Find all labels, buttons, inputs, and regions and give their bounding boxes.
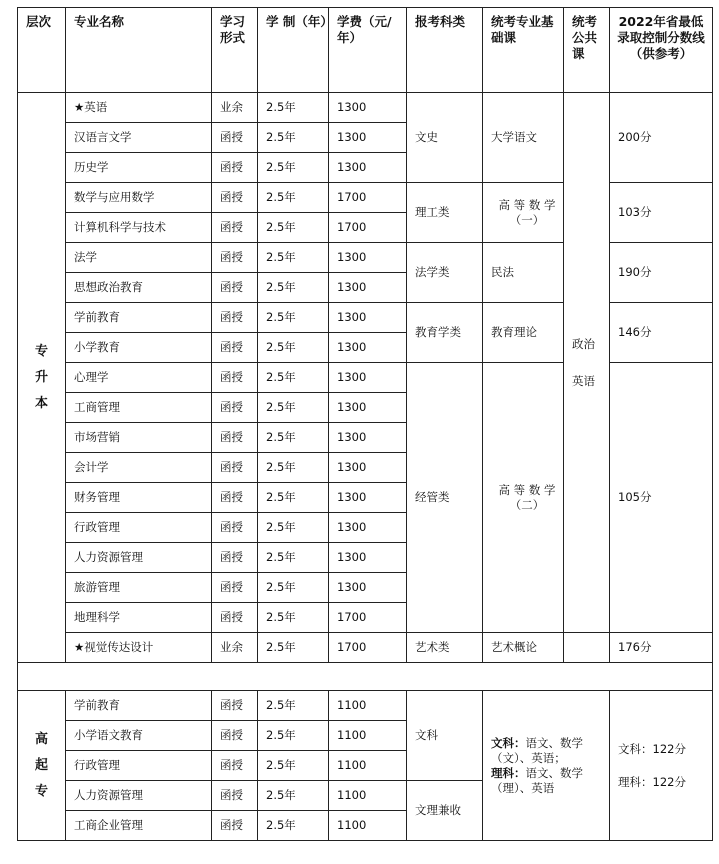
major-cell: ★视觉传达设计: [66, 633, 212, 663]
public-course-a: 政治: [572, 336, 595, 351]
header-major: 专业名称: [66, 8, 212, 93]
major-cell: 历史学: [66, 153, 212, 183]
fee-cell: 1300: [329, 423, 407, 453]
form-cell: 函授: [212, 603, 258, 633]
form-cell: 函授: [212, 423, 258, 453]
header-basic-course: 统考专业基础课: [483, 8, 564, 93]
category-cell: 文理兼收: [407, 781, 483, 841]
score-li: 理科：122分: [618, 774, 686, 789]
category-cell: 文史: [407, 93, 483, 183]
form-cell: 函授: [212, 483, 258, 513]
duration-cell: 2.5年: [258, 781, 329, 811]
header-tuition: 学费（元/年）: [329, 8, 407, 93]
duration-cell: 2.5年: [258, 243, 329, 273]
header-control-line: 2022年省最低录取控制分数线（供参考）: [610, 8, 713, 93]
header-study-form: 学习形式: [212, 8, 258, 93]
spacer-cell: [18, 663, 713, 691]
form-cell: 函授: [212, 393, 258, 423]
basic-wen-label: 文科：: [491, 735, 526, 750]
duration-cell: 2.5年: [258, 393, 329, 423]
major-cell: ★英语: [66, 93, 212, 123]
duration-cell: 2.5年: [258, 811, 329, 841]
duration-cell: 2.5年: [258, 363, 329, 393]
form-cell: 函授: [212, 333, 258, 363]
form-cell: 函授: [212, 363, 258, 393]
fee-cell: 1700: [329, 183, 407, 213]
major-cell: 小学教育: [66, 333, 212, 363]
form-cell: 函授: [212, 691, 258, 721]
fee-cell: 1300: [329, 543, 407, 573]
basic-course-cell: 教育理论: [483, 303, 564, 363]
major-cell: 地理科学: [66, 603, 212, 633]
major-cell: 心理学: [66, 363, 212, 393]
major-cell: 旅游管理: [66, 573, 212, 603]
duration-cell: 2.5年: [258, 633, 329, 663]
fee-cell: 1700: [329, 213, 407, 243]
table-row: [18, 93, 713, 123]
fee-cell: 1300: [329, 513, 407, 543]
fee-cell: 1300: [329, 93, 407, 123]
header-row: [18, 8, 713, 93]
form-cell: 函授: [212, 243, 258, 273]
basic-course-cell: 高 等 数 学（二）: [483, 363, 564, 633]
score-cell: 176分: [610, 633, 713, 663]
category-cell: 文科: [407, 691, 483, 781]
level-label: 专升本: [34, 343, 48, 411]
duration-cell: 2.5年: [258, 153, 329, 183]
major-cell: 计算机科学与技术: [66, 213, 212, 243]
score-cell: 146分: [610, 303, 713, 363]
fee-cell: 1300: [329, 453, 407, 483]
public-course-cell: [564, 93, 610, 633]
duration-cell: 2.5年: [258, 543, 329, 573]
score-cell: 105分: [610, 363, 713, 633]
fee-cell: 1700: [329, 603, 407, 633]
fee-cell: 1100: [329, 691, 407, 721]
major-cell: 人力资源管理: [66, 543, 212, 573]
level-cell: [18, 93, 66, 663]
major-cell: 行政管理: [66, 513, 212, 543]
major-cell: 小学语文教育: [66, 721, 212, 751]
header-duration: 学 制（年）: [258, 8, 329, 93]
admissions-table: [17, 7, 713, 841]
form-cell: 函授: [212, 183, 258, 213]
form-cell: 函授: [212, 453, 258, 483]
header-exam-category: 报考科类: [407, 8, 483, 93]
form-cell: 函授: [212, 781, 258, 811]
major-cell: 学前教育: [66, 691, 212, 721]
fee-cell: 1100: [329, 751, 407, 781]
form-cell: 函授: [212, 573, 258, 603]
category-cell: 艺术类: [407, 633, 483, 663]
score-cell: 200分: [610, 93, 713, 183]
form-cell: 函授: [212, 153, 258, 183]
header-level: 层次: [18, 8, 66, 93]
level-label: 高起专: [34, 731, 48, 799]
duration-cell: 2.5年: [258, 123, 329, 153]
duration-cell: 2.5年: [258, 513, 329, 543]
major-cell: 数学与应用数学: [66, 183, 212, 213]
major-cell: 法学: [66, 243, 212, 273]
fee-cell: 1300: [329, 243, 407, 273]
fee-cell: 1300: [329, 303, 407, 333]
category-cell: 教育学类: [407, 303, 483, 363]
major-cell: 行政管理: [66, 751, 212, 781]
basic-li-label: 理科：: [491, 765, 526, 780]
fee-cell: 1100: [329, 721, 407, 751]
form-cell: 业余: [212, 633, 258, 663]
table-row: [18, 633, 713, 663]
fee-cell: 1100: [329, 781, 407, 811]
duration-cell: 2.5年: [258, 453, 329, 483]
duration-cell: 2.5年: [258, 333, 329, 363]
major-cell: 会计学: [66, 453, 212, 483]
form-cell: 函授: [212, 273, 258, 303]
category-cell: 法学类: [407, 243, 483, 303]
duration-cell: 2.5年: [258, 721, 329, 751]
table-row: [18, 691, 713, 721]
duration-cell: 2.5年: [258, 573, 329, 603]
major-cell: 学前教育: [66, 303, 212, 333]
major-cell: 财务管理: [66, 483, 212, 513]
category-cell: 经管类: [407, 363, 483, 633]
form-cell: 函授: [212, 543, 258, 573]
category-cell: 理工类: [407, 183, 483, 243]
public-course-empty-cell: [564, 633, 610, 663]
public-course-b: 英语: [572, 373, 595, 388]
form-cell: 业余: [212, 93, 258, 123]
basic-course-cell: 艺术概论: [483, 633, 564, 663]
basic-course-cell: 民法: [483, 243, 564, 303]
score-cell: [610, 691, 713, 841]
fee-cell: 1700: [329, 633, 407, 663]
duration-cell: 2.5年: [258, 423, 329, 453]
fee-cell: 1300: [329, 123, 407, 153]
score-cell: 190分: [610, 243, 713, 303]
duration-cell: 2.5年: [258, 303, 329, 333]
duration-cell: 2.5年: [258, 213, 329, 243]
basic-course-cell: [483, 691, 610, 841]
basic-course-cell: 高 等 数 学（一）: [483, 183, 564, 243]
basic-course-cell: 大学语文: [483, 93, 564, 183]
score-cell: 103分: [610, 183, 713, 243]
major-cell: 工商企业管理: [66, 811, 212, 841]
duration-cell: 2.5年: [258, 751, 329, 781]
duration-cell: 2.5年: [258, 183, 329, 213]
major-cell: 市场营销: [66, 423, 212, 453]
basic-wen: 语文、数学（文）、英语；: [491, 735, 583, 765]
duration-cell: 2.5年: [258, 603, 329, 633]
fee-cell: 1300: [329, 573, 407, 603]
score-wen: 文科：122分: [618, 741, 686, 756]
major-cell: 人力资源管理: [66, 781, 212, 811]
basic-li: 语文、数学（理）、英语: [491, 765, 583, 795]
duration-cell: 2.5年: [258, 691, 329, 721]
form-cell: 函授: [212, 513, 258, 543]
level-cell: [18, 691, 66, 841]
header-public-course: 统考公共课: [564, 8, 610, 93]
form-cell: 函授: [212, 303, 258, 333]
fee-cell: 1100: [329, 811, 407, 841]
fee-cell: 1300: [329, 393, 407, 423]
form-cell: 函授: [212, 811, 258, 841]
form-cell: 函授: [212, 751, 258, 781]
form-cell: 函授: [212, 213, 258, 243]
fee-cell: 1300: [329, 363, 407, 393]
duration-cell: 2.5年: [258, 483, 329, 513]
fee-cell: 1300: [329, 153, 407, 183]
duration-cell: 2.5年: [258, 273, 329, 303]
form-cell: 函授: [212, 721, 258, 751]
spacer-row: [18, 663, 713, 691]
fee-cell: 1300: [329, 333, 407, 363]
major-cell: 工商管理: [66, 393, 212, 423]
form-cell: 函授: [212, 123, 258, 153]
duration-cell: 2.5年: [258, 93, 329, 123]
major-cell: 思想政治教育: [66, 273, 212, 303]
major-cell: 汉语言文学: [66, 123, 212, 153]
fee-cell: 1300: [329, 273, 407, 303]
fee-cell: 1300: [329, 483, 407, 513]
